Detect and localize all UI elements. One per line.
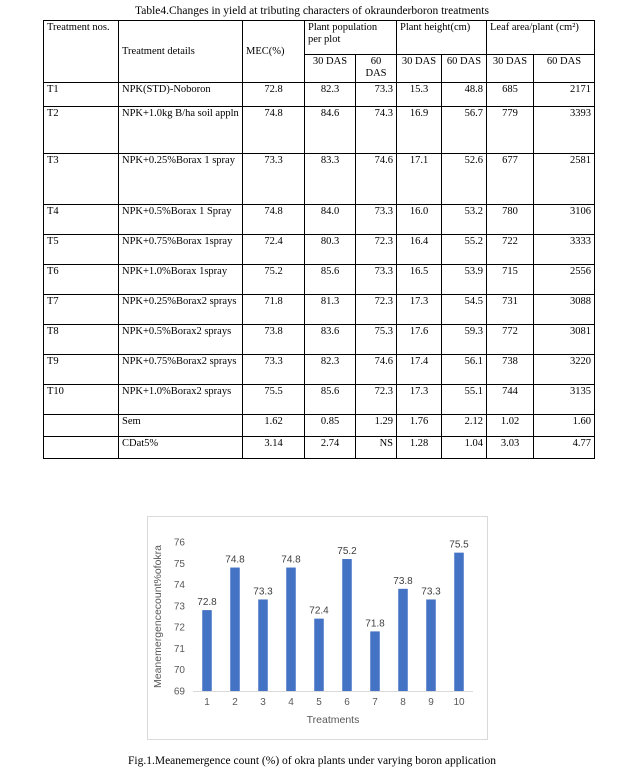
x-tick-label: 10 xyxy=(453,697,465,708)
la60-cell: 3081 xyxy=(534,325,595,355)
header-leaf-area: Leaf area/plant (cm²) xyxy=(487,21,595,55)
treatment-detail-cell: NPK+0.75%Borax 1spray xyxy=(119,235,243,265)
table-row xyxy=(44,205,595,235)
ph60-cell: 55.1 xyxy=(442,385,487,415)
ph30-cell: 16.9 xyxy=(397,107,442,154)
stat-pp30-cell: 0.85 xyxy=(305,415,356,437)
y-tick-label: 74 xyxy=(173,580,185,592)
ph30-cell: 16.0 xyxy=(397,205,442,235)
table-row xyxy=(44,154,595,205)
ph60-cell: 48.8 xyxy=(442,83,487,107)
x-tick-label: 1 xyxy=(204,697,210,708)
treatment-detail-cell: NPK+1.0kg B/ha soil appln xyxy=(119,107,243,154)
stat-ph30-cell: 1.28 xyxy=(397,437,442,459)
header-la-60das: 60 DAS xyxy=(534,55,595,83)
pp60-cell: 74.6 xyxy=(356,355,397,385)
mec-cell: 72.8 xyxy=(243,83,305,107)
ph60-cell: 59.3 xyxy=(442,325,487,355)
treatment-detail-cell: NPK+0.5%Borax2 sprays xyxy=(119,325,243,355)
bar xyxy=(398,589,408,691)
treatment-detail-cell: NPK+0.75%Borax2 sprays xyxy=(119,355,243,385)
bar xyxy=(286,568,296,691)
la30-cell: 738 xyxy=(487,355,534,385)
la60-cell: 2171 xyxy=(534,83,595,107)
la30-cell: 772 xyxy=(487,325,534,355)
la60-cell: 2556 xyxy=(534,265,595,295)
data-label: 72.8 xyxy=(197,597,217,609)
ph60-cell: 53.9 xyxy=(442,265,487,295)
treatment-no-cell: T5 xyxy=(44,235,119,265)
ph30-cell: 17.6 xyxy=(397,325,442,355)
table-row xyxy=(44,325,595,355)
data-label: 75.5 xyxy=(449,539,469,551)
bar xyxy=(314,619,324,691)
ph30-cell: 15.3 xyxy=(397,83,442,107)
ph60-cell: 55.2 xyxy=(442,235,487,265)
stat-ph60-cell: 1.04 xyxy=(442,437,487,459)
la60-cell: 2581 xyxy=(534,154,595,205)
la60-cell: 3333 xyxy=(534,235,595,265)
data-label: 72.4 xyxy=(309,605,329,617)
emergence-chart xyxy=(147,516,488,740)
treatment-no-cell: T7 xyxy=(44,295,119,325)
stat-la60-cell: 4.77 xyxy=(534,437,595,459)
header-pp-60das: 60 DAS xyxy=(356,55,397,83)
y-tick-label: 69 xyxy=(173,686,185,698)
mec-cell: 75.5 xyxy=(243,385,305,415)
ph60-cell: 52.6 xyxy=(442,154,487,205)
mec-cell: 75.2 xyxy=(243,265,305,295)
data-label: 75.2 xyxy=(337,546,357,558)
treatment-no-cell: T3 xyxy=(44,154,119,205)
ph30-cell: 16.4 xyxy=(397,235,442,265)
la30-cell: 780 xyxy=(487,205,534,235)
x-tick-label: 3 xyxy=(260,697,266,708)
treatment-no-cell: T8 xyxy=(44,325,119,355)
ph30-cell: 17.3 xyxy=(397,295,442,325)
treatment-detail-cell: NPK+0.25%Borax2 sprays xyxy=(119,295,243,325)
bar xyxy=(342,559,352,691)
y-tick-label: 71 xyxy=(173,643,185,655)
table-row xyxy=(44,107,595,154)
data-label: 71.8 xyxy=(365,618,385,630)
pp30-cell: 85.6 xyxy=(305,385,356,415)
pp30-cell: 84.6 xyxy=(305,107,356,154)
stat-label-cell: Sem xyxy=(119,415,243,437)
stat-la30-cell: 1.02 xyxy=(487,415,534,437)
x-tick-label: 4 xyxy=(288,697,294,708)
y-tick-label: 76 xyxy=(173,537,185,549)
mec-cell: 73.3 xyxy=(243,154,305,205)
stat-la30-cell: 3.03 xyxy=(487,437,534,459)
mec-cell: 74.8 xyxy=(243,107,305,154)
y-tick-label: 73 xyxy=(173,601,185,613)
header-mec: MEC(%) xyxy=(243,21,305,83)
stat-empty-cell xyxy=(44,415,119,437)
header-ph-60das: 60 DAS xyxy=(442,55,487,83)
pp60-cell: 72.3 xyxy=(356,235,397,265)
ph60-cell: 54.5 xyxy=(442,295,487,325)
header-ph-30das: 30 DAS xyxy=(397,55,442,83)
la30-cell: 715 xyxy=(487,265,534,295)
header-treatment-details: Treatment details xyxy=(119,21,243,83)
yield-table xyxy=(43,20,595,459)
treatment-detail-cell: NPK+0.5%Borax 1 Spray xyxy=(119,205,243,235)
table-row xyxy=(44,385,595,415)
y-tick-label: 75 xyxy=(173,558,185,570)
treatment-detail-cell: NPK+0.25%Borax 1 spray xyxy=(119,154,243,205)
stat-mec-cell: 3.14 xyxy=(243,437,305,459)
stat-row xyxy=(44,415,595,437)
treatment-no-cell: T2 xyxy=(44,107,119,154)
stat-ph60-cell: 2.12 xyxy=(442,415,487,437)
bar xyxy=(258,599,268,691)
stat-label-cell: CDat5% xyxy=(119,437,243,459)
pp30-cell: 82.3 xyxy=(305,83,356,107)
treatment-detail-cell: NPK+1.0%Borax 1spray xyxy=(119,265,243,295)
x-tick-label: 7 xyxy=(372,697,378,708)
data-label: 74.8 xyxy=(225,554,245,566)
mec-cell: 72.4 xyxy=(243,235,305,265)
ph30-cell: 16.5 xyxy=(397,265,442,295)
pp60-cell: 72.3 xyxy=(356,295,397,325)
la30-cell: 731 xyxy=(487,295,534,325)
ph30-cell: 17.3 xyxy=(397,385,442,415)
treatment-no-cell: T10 xyxy=(44,385,119,415)
pp30-cell: 81.3 xyxy=(305,295,356,325)
la30-cell: 685 xyxy=(487,83,534,107)
chart-svg xyxy=(148,517,487,739)
y-tick-label: 72 xyxy=(173,622,185,634)
header-la-30das: 30 DAS xyxy=(487,55,534,83)
pp30-cell: 80.3 xyxy=(305,235,356,265)
pp60-cell: 73.3 xyxy=(356,83,397,107)
la30-cell: 744 xyxy=(487,385,534,415)
treatment-no-cell: T4 xyxy=(44,205,119,235)
table-row xyxy=(44,355,595,385)
treatment-detail-cell: NPK(STD)-Noboron xyxy=(119,83,243,107)
data-label: 73.8 xyxy=(393,575,413,587)
stat-ph30-cell: 1.76 xyxy=(397,415,442,437)
bar xyxy=(370,631,380,691)
pp30-cell: 84.0 xyxy=(305,205,356,235)
la60-cell: 3135 xyxy=(534,385,595,415)
la60-cell: 3088 xyxy=(534,295,595,325)
pp30-cell: 85.6 xyxy=(305,265,356,295)
ph60-cell: 53.2 xyxy=(442,205,487,235)
stat-empty-cell xyxy=(44,437,119,459)
data-label: 74.8 xyxy=(281,554,301,566)
y-axis-label: Meanemergencecount%ofokra xyxy=(152,544,164,689)
pp30-cell: 83.3 xyxy=(305,154,356,205)
pp60-cell: 74.3 xyxy=(356,107,397,154)
stat-pp60-cell: NS xyxy=(356,437,397,459)
ph30-cell: 17.4 xyxy=(397,355,442,385)
x-tick-label: 8 xyxy=(400,697,406,708)
treatment-no-cell: T9 xyxy=(44,355,119,385)
ph30-cell: 17.1 xyxy=(397,154,442,205)
y-tick-label: 70 xyxy=(173,665,185,677)
table-row xyxy=(44,83,595,107)
table-caption: Table4.Changes in yield at tributing characters of okraunderboron treatments xyxy=(135,5,489,17)
ph60-cell: 56.7 xyxy=(442,107,487,154)
la60-cell: 3393 xyxy=(534,107,595,154)
bar xyxy=(426,599,436,691)
mec-cell: 73.8 xyxy=(243,325,305,355)
la30-cell: 779 xyxy=(487,107,534,154)
x-tick-label: 6 xyxy=(344,697,350,708)
x-tick-label: 2 xyxy=(232,697,238,708)
bar xyxy=(202,610,212,691)
ph60-cell: 56.1 xyxy=(442,355,487,385)
pp60-cell: 74.6 xyxy=(356,154,397,205)
mec-cell: 74.8 xyxy=(243,205,305,235)
data-label: 73.3 xyxy=(421,586,441,598)
x-tick-label: 5 xyxy=(316,697,322,708)
pp60-cell: 75.3 xyxy=(356,325,397,355)
pp60-cell: 73.3 xyxy=(356,265,397,295)
table-row xyxy=(44,235,595,265)
stat-la60-cell: 1.60 xyxy=(534,415,595,437)
bar xyxy=(230,568,240,691)
header-plant-population: Plant population per plot xyxy=(305,21,397,55)
la60-cell: 3220 xyxy=(534,355,595,385)
mec-cell: 71.8 xyxy=(243,295,305,325)
table-row xyxy=(44,295,595,325)
header-treatment-nos: Treatment nos. xyxy=(44,21,119,83)
la60-cell: 3106 xyxy=(534,205,595,235)
figure-caption: Fig.1.Meanemergence count (%) of okra plants under varying boron application xyxy=(128,755,496,767)
pp30-cell: 82.3 xyxy=(305,355,356,385)
stat-mec-cell: 1.62 xyxy=(243,415,305,437)
table-row xyxy=(44,265,595,295)
pp60-cell: 73.3 xyxy=(356,205,397,235)
la30-cell: 677 xyxy=(487,154,534,205)
treatment-no-cell: T6 xyxy=(44,265,119,295)
pp60-cell: 72.3 xyxy=(356,385,397,415)
x-axis-label: Treatments xyxy=(306,714,360,726)
x-tick-label: 9 xyxy=(428,697,434,708)
treatment-no-cell: T1 xyxy=(44,83,119,107)
treatment-detail-cell: NPK+1.0%Borax2 sprays xyxy=(119,385,243,415)
stat-pp60-cell: 1.29 xyxy=(356,415,397,437)
mec-cell: 73.3 xyxy=(243,355,305,385)
bar xyxy=(454,553,464,691)
pp30-cell: 83.6 xyxy=(305,325,356,355)
header-plant-height: Plant height(cm) xyxy=(397,21,487,55)
la30-cell: 722 xyxy=(487,235,534,265)
data-label: 73.3 xyxy=(253,586,273,598)
header-pp-30das: 30 DAS xyxy=(305,55,356,83)
stat-pp30-cell: 2.74 xyxy=(305,437,356,459)
stat-row xyxy=(44,437,595,459)
